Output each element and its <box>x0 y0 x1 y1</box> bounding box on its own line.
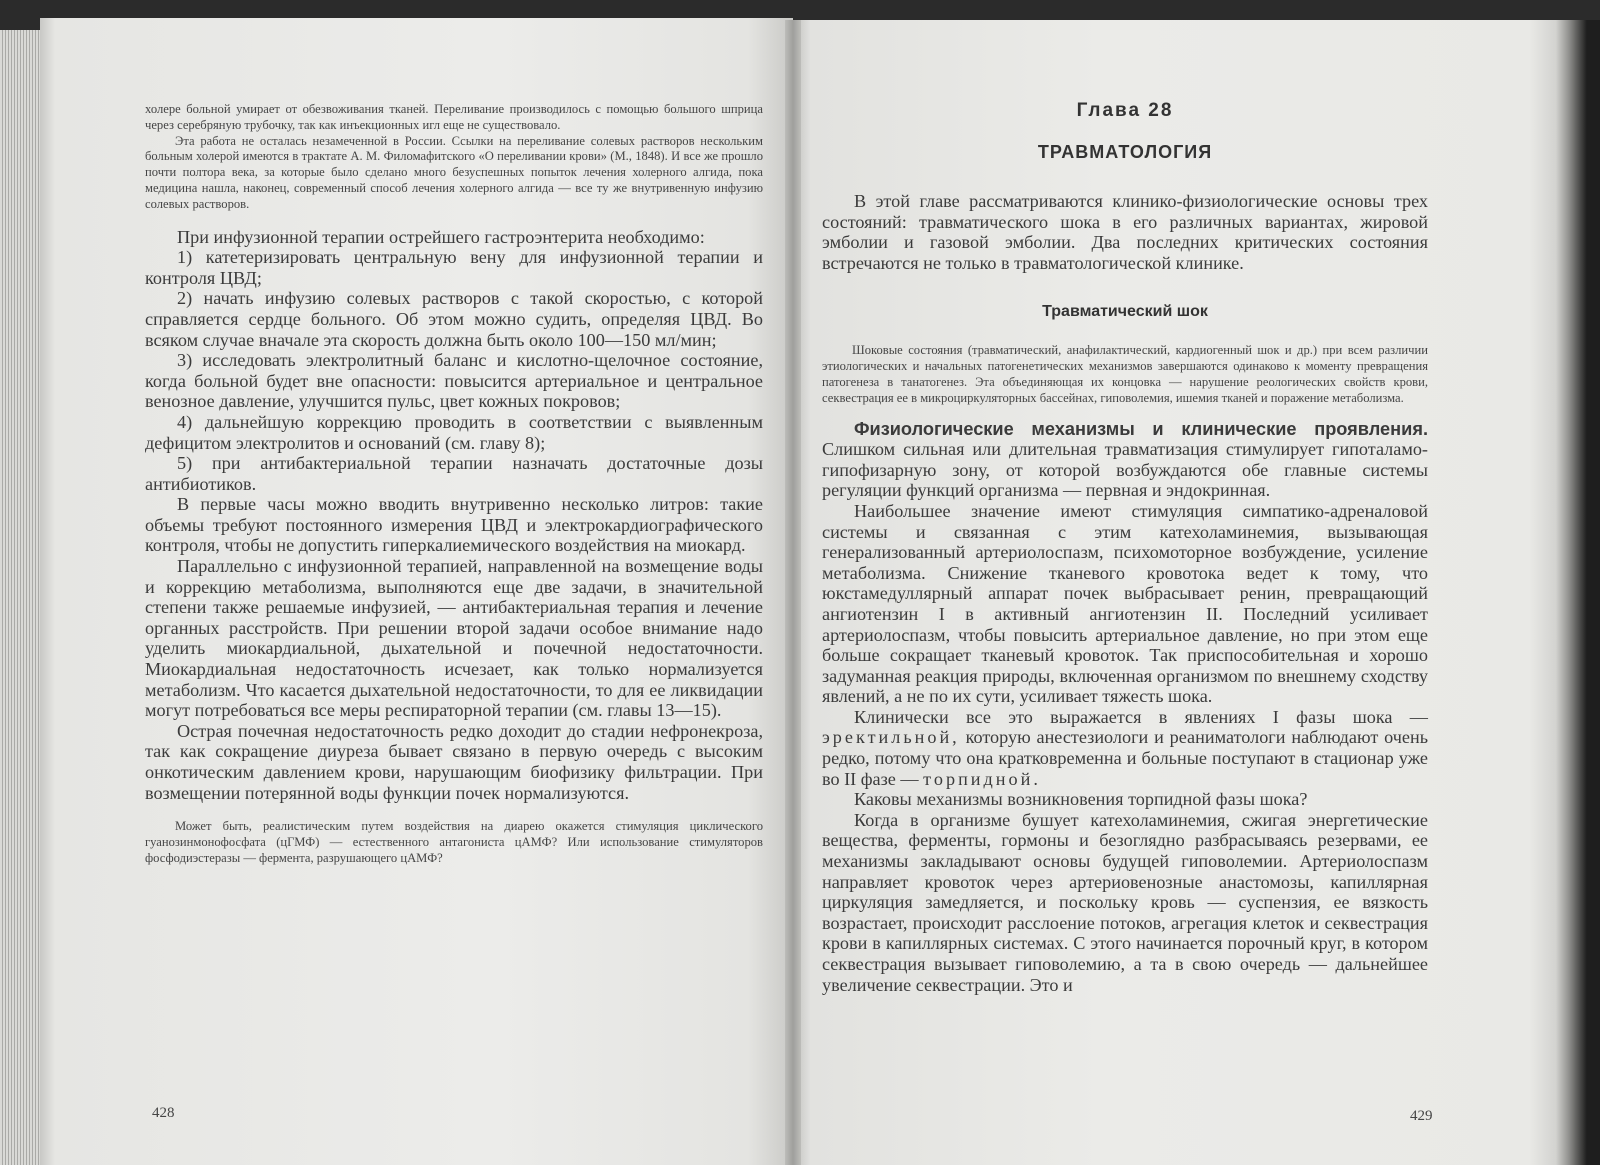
page-number-right: 429 <box>1410 1108 1433 1124</box>
left-page-edges <box>0 30 42 1165</box>
body-text: которую анестезиологи и реаниматологи наблюдают очень редко, потому что она кратковременна и больные поступают в стационар уже во II фазе — <box>822 727 1428 789</box>
list-item: 4) дальнейшую коррекцию проводить в соответствии с выявленным дефицитом электролитов и оснований (см. главу 8); <box>145 411 763 453</box>
section-note <box>822 343 1428 406</box>
list-item: 1) катетеризировать центральную вену для инфузионной терапии и контроля ЦВД; <box>145 247 763 288</box>
body-paragraph: Когда в организме бушует катехоламинемия, сжигая энергетические вещества, ферменты, гормоны и безоглядно разбрасываясь резервами, ее механизмы закладывают основы будущей гиповолемии. Артериолоспазм направляет кровоток через артериовенозные анастомозы, капиллярная циркуляция замедляется, и поскольку кровь — суспензия, ее вязкость возрастает, происходит расслоение потоков, агрегация клеток и секвестрация крови в капиллярных системах. С этого начинается порочный круг, в котором секвестрация вызывает гиповолемию, а та в свою очередь — дальнейшее увеличение секвестрации. Это и <box>822 809 1428 995</box>
body-paragraph: В первые часы можно вводить внутривенно несколько литров: такие объемы требуют постоянного измерения ЦВД и электрокардиографического контроля, чтобы не допустить гиперкалиемического воздействия на миокард. <box>145 494 763 556</box>
left-page-text <box>145 102 763 867</box>
top-footnote <box>145 102 763 213</box>
body-paragraph <box>822 707 1428 789</box>
footnote-paragraph: холере больной умирает от обезвоживания тканей. Переливание производилось с помощью большого шприца через серебряную трубочку, так как инъекционных игл еще не существовало. <box>145 102 763 132</box>
book-gutter <box>785 20 801 1165</box>
body-text: Слишком сильная или длительная травматизация стимулирует гипоталамо-гипофизарную зону, от которой возбуждаются обе главные системы регуляции функций организма — первная и эндокринная. <box>822 439 1428 501</box>
note-paragraph: Может быть, реалистическим путем воздействия на диарею окажется стимуляция циклического гуанозинмонофосфата (цГМФ) — естественного антагониста цАМФ? Или использование стимуляторов фосфодиэстеразы — фермента, разрушающего цАМФ? <box>145 819 763 865</box>
term-erectile: эректильной, <box>822 727 960 748</box>
chapter-intro <box>822 191 1428 273</box>
note-paragraph: Шоковые состояния (травматический, анафилактический, кардиогенный шок и др.) при всем различии этиологических и начальных патогенетических механизмов завершаются одинаково к моменту превращения патогенеза в танатогенез. Эта объединяющая их концовка — нарушение реологических свойств крови, секвестрация ее в микроциркуляторных бассейнах, гиповолемия, ишемия тканей и поражение метаболизма. <box>822 343 1428 405</box>
footnote-paragraph: Эта работа не осталась незамеченной в России. Ссылки на переливание солевых растворов нескольким больным холерой имеются в трактате А. М. Филомафитского «О переливании крови» (М., 1848). И все же прошло почти полтора века, за которые было сделано много безуспешных попыток лечения холерного алгида, пока медицина нашла, наконец, современный способ лечения холерного алгида — все ту же внутривенную инфузию солевых растворов. <box>145 133 763 211</box>
body-paragraph: Параллельно с инфузионной терапией, направленной на возмещение воды и коррекцию метаболизма, выполняются еще две задачи, в значительной степени также решаемые инфузией, — антибактериальная терапия и лечение органных расстройств. При решении второй задачи особое внимание надо уделить миокардиальной, дыхательной и почечной недостаточности. Миокардиальная недостаточность исчезает, как только нормализуется метаболизм. Что касается дыхательной недостаточности, то для ее ликвидации могут потребоваться все меры респираторной терапии (см. главы 13—15). <box>145 556 763 721</box>
list-item: 3) исследовать электролитный баланс и кислотно-щелочное состояние, когда больной будет вне опасности: повысится артериальное и центральное венозное давление, улучшится пульс, цвет кожных покровов; <box>145 350 763 412</box>
term-torpid: торпидной. <box>923 768 1041 789</box>
intro-paragraph: В этой главе рассматриваются клинико-физиологические основы трех состояний: травматического шока в его различных вариантах, жировой эмболии и газовой эмболии. Два последних критических состояния встречаются не только в травматологической клинике. <box>822 191 1428 273</box>
bottom-note <box>145 819 763 866</box>
section-title: Травматический шок <box>1042 303 1208 321</box>
body-paragraph: Острая почечная недостаточность редко доходит до стадии нефронекроза, так как сокращение диуреза бывает связано в первую очередь с высоким онкотическим давлением крови, нарушающим биофизику фильтрации. При возмещении потерянной воды функции почек нормализуются. <box>145 720 763 803</box>
run-in-heading: Физиологические механизмы и клинические проявления. <box>854 418 1428 439</box>
chapter-number: Глава 28 <box>1076 100 1174 121</box>
list-item: 5) при антибактериальной терапии назначать достаточные дозы антибиотиков. <box>145 453 763 494</box>
right-page-text <box>822 100 1428 995</box>
page-number-left: 428 <box>152 1105 175 1121</box>
right-body-text <box>822 419 1428 996</box>
left-body-text <box>145 227 763 804</box>
right-page-edge <box>1556 20 1600 1165</box>
body-paragraph: Наибольшее значение имеют стимуляция симпатико-адреналовой системы и связанная с этим катехоламинемия, вызывающая генерализованный артериолоспазм, психомоторное возбуждение, усиление метаболизма. Снижение тканевого кровотока ведет к тому, что юкстамедуллярный аппарат почек выбрасывает ренин, превращающий ангиотензин I в активный ангиотензин II. Последний усиливает артериолоспазм, чтобы повысить артериальное давление, но при этом еще больше сокращает тканевый кровоток. Так приспособительная и хорошо задуманная реакция природы, включенная организмом по внешнему сходству явлений, а не по их сути, усиливает тяжесть шока. <box>822 500 1428 707</box>
body-text: Клинически все это выражается в явлениях I фазы шока — <box>854 706 1428 727</box>
body-paragraph: Каковы механизмы возникновения торпидной фазы шока? <box>854 789 1308 810</box>
body-paragraph <box>822 419 1428 501</box>
chapter-title: ТРАВМАТОЛОГИЯ <box>1037 142 1213 162</box>
body-paragraph: При инфузионной терапии острейшего гастроэнтерита необходимо: <box>177 226 705 247</box>
list-item: 2) начать инфузию солевых растворов с такой скоростью, с которой справляется сердце больного. Об этом можно судить, определяя ЦВД. Во всяком случае вначале эта скорость должна быть около 100—150 мл/мин; <box>145 288 763 350</box>
